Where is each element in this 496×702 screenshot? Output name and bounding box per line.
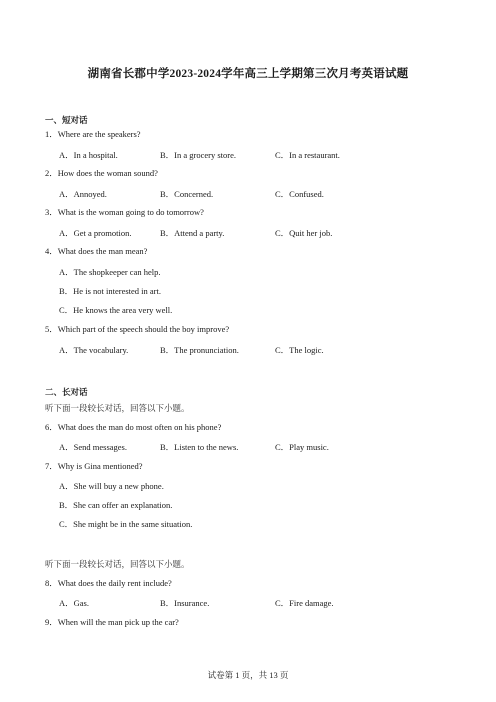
page-footer: 试卷第 1 页，共 13 页 [207, 670, 289, 680]
q1-option-b: B．In a grocery store. [160, 150, 237, 160]
q3-option-a: A．Get a promotion. [59, 228, 132, 238]
question-7: 7．Why is Gina mentioned? [45, 461, 143, 471]
question-4: 4．What does the man mean? [45, 246, 148, 256]
section-heading-long-dialogues: 二、长对话 [45, 387, 88, 397]
question-2: 2．How does the woman sound? [45, 168, 158, 178]
q1-option-a: A．In a hospital. [59, 150, 118, 160]
q8-option-a: A．Gas. [59, 598, 89, 608]
question-6: 6．What does the man do most often on his phone? [45, 422, 222, 432]
q6-option-a: A．Send messages. [59, 442, 127, 452]
q5-option-a: A．The vocabulary. [59, 345, 129, 355]
question-1: 1．Where are the speakers? [45, 129, 141, 139]
q4-option-c: C．He knows the area very well. [59, 305, 173, 315]
question-5: 5．Which part of the speech should the boy improve? [45, 324, 230, 334]
section-heading-short-dialogues: 一、短对话 [45, 115, 88, 125]
q3-option-c: C．Quit her job. [275, 228, 333, 238]
q4-option-b: B．He is not interested in art. [59, 286, 161, 296]
q3-option-b: B．Attend a party. [160, 228, 225, 238]
q8-option-c: C．Fire damage. [275, 598, 334, 608]
question-8: 8．What does the daily rent include? [45, 578, 172, 588]
instruction-text: 听下面一段较长对话，回答以下小题。 [45, 403, 190, 413]
q2-option-a: A．Annoyed. [59, 189, 107, 199]
q1-option-c: C．In a restaurant. [275, 150, 340, 160]
q2-option-c: C．Confused. [275, 189, 324, 199]
q5-option-b: B．The pronunciation. [160, 345, 239, 355]
q4-option-a: A．The shopkeeper can help. [59, 267, 161, 277]
q6-option-b: B．Listen to the news. [160, 442, 239, 452]
q2-option-b: B．Concerned. [160, 189, 214, 199]
q7-option-b: B．She can offer an explanation. [59, 500, 173, 510]
q7-option-a: A．She will buy a new phone. [59, 481, 164, 491]
q5-option-c: C．The logic. [275, 345, 324, 355]
q8-option-b: B．Insurance. [160, 598, 210, 608]
instruction-text: 听下面一段较长对话，回答以下小题。 [45, 559, 190, 569]
page-title: 湖南省长郡中学2023-2024学年高三上学期第三次月考英语试题 [87, 68, 409, 80]
q6-option-c: C．Play music. [275, 442, 329, 452]
q7-option-c: C．She might be in the same situation. [59, 519, 193, 529]
question-9: 9．When will the man pick up the car? [45, 617, 179, 627]
question-3: 3．What is the woman going to do tomorrow? [45, 207, 204, 217]
